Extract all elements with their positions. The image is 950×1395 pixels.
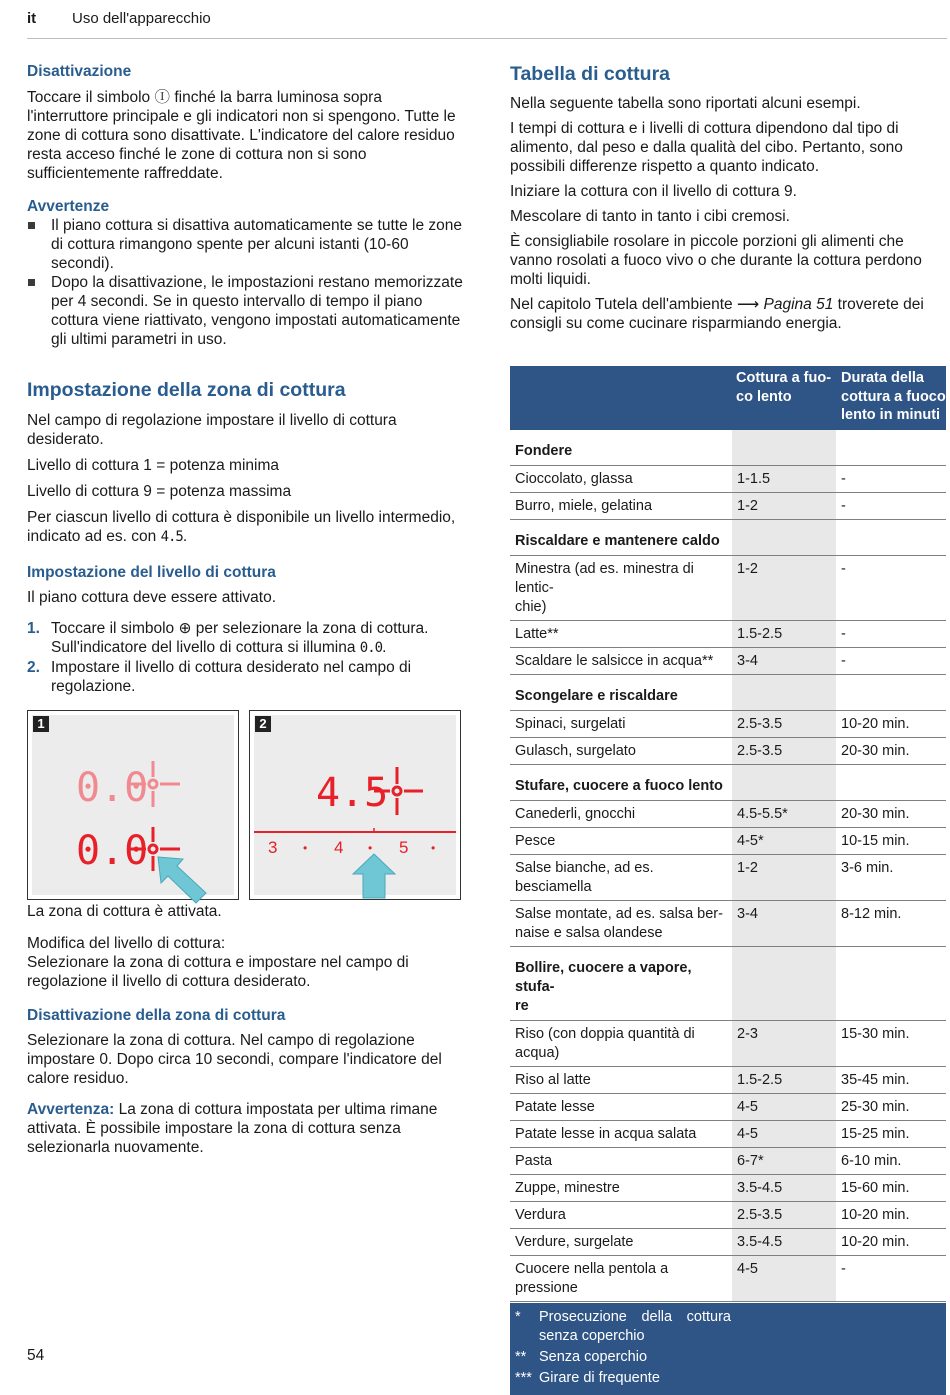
svg-text:4: 4 — [334, 838, 344, 857]
tabella-p3: Iniziare la cottura con il livello di cottura 9. — [510, 183, 797, 200]
cooking-time: - — [841, 471, 846, 487]
figure-2-illustration — [250, 711, 462, 901]
food-name: Spinaci, surgelati — [515, 716, 626, 732]
table-note: *** Girare di frequente — [515, 1370, 660, 1386]
cooking-time — [836, 765, 946, 800]
table-row — [510, 1175, 946, 1202]
table-row — [510, 556, 946, 621]
cooking-time: 25-30 min. — [841, 1099, 910, 1115]
impostazione-p2: Livello di cottura 1 = potenza minima — [27, 457, 280, 474]
cooking-level — [732, 765, 836, 800]
cooking-time — [836, 520, 946, 555]
slider-scale — [268, 838, 435, 857]
figure-1 — [27, 710, 239, 900]
cooking-time: - — [841, 653, 846, 669]
cooking-time: 10-15 min. — [841, 833, 910, 849]
table-category-row — [510, 765, 946, 801]
food-name: Salse montate, ad es. salsa ber- naise e salsa olandese — [515, 906, 723, 941]
svg-text:•: • — [431, 841, 436, 855]
cooking-level: 2.5-3.5 — [732, 738, 836, 764]
cooking-level: 4-5* — [732, 828, 836, 854]
cooking-level: 2-3 — [732, 1021, 836, 1066]
cooking-time: 15-60 min. — [841, 1180, 910, 1196]
cooking-level: 4-5 — [732, 1256, 836, 1301]
table-row — [510, 621, 946, 648]
section-heading-tabella: Tabella di cottura — [510, 63, 670, 85]
cooking-level — [732, 947, 836, 1020]
category-name: Fondere — [515, 443, 573, 459]
category-name: Bollire, cuocere a vapore, stufa- re — [515, 960, 692, 1014]
figure-badge: 1 — [33, 716, 49, 732]
table-row — [510, 1067, 946, 1094]
food-name: Patate lesse — [515, 1099, 595, 1115]
tabella-p5: È consigliabile rosolare in piccole porzioni gli alimenti che vanno rosolati a fuoco vivo o che durante la cottura perdono molti liquidi. — [510, 233, 922, 288]
modifica-text: Modifica del livello di cottura: Selezionare la zona di cottura e impostare nel campo di regolazione il livello di cottura desiderato. — [27, 935, 409, 990]
table-note: * Prosecuzione della cottura senza coperchio — [515, 1309, 731, 1344]
impostazione-p4: Per ciascun livello di cottura è disponibile un livello intermedio, indicato ad es. con 4.5. — [27, 509, 456, 545]
step-2: 2. Impostare il livello di cottura desiderato nel campo di regolazione. — [27, 659, 412, 695]
section-heading-impostazione-livello: Impostazione del livello di cottura — [27, 564, 276, 581]
list-item: Il piano cottura si disattiva automaticamente se tutte le zone di cottura rimangono spente per alcuni istanti (10-60 secondi). — [27, 216, 463, 273]
tabella-p4: Mescolare di tanto in tanto i cibi cremosi. — [510, 208, 790, 225]
section-heading-avvertenze: Avvertenze — [27, 198, 110, 215]
svg-text:3: 3 — [268, 838, 278, 857]
cooking-time: - — [841, 1261, 846, 1277]
cooking-level: 1.5-2.5 — [732, 1067, 836, 1093]
cooking-time: 6-10 min. — [841, 1153, 902, 1169]
cooking-level: 1-2 — [732, 556, 836, 620]
cooking-level: 3.5-4.5 — [732, 1175, 836, 1201]
food-name: Patate lesse in acqua salata — [515, 1126, 697, 1142]
display-bottom: 0.0 — [76, 828, 149, 874]
category-name: Stufare, cuocere a fuoco lento — [515, 778, 723, 794]
impostazione-livello-intro: Il piano cottura deve essere attivato. — [27, 589, 277, 606]
left-column — [27, 62, 463, 1157]
figure-badge: 2 — [255, 716, 271, 732]
cooking-time: - — [841, 498, 846, 514]
arrow-right-icon: ⟶ — [736, 296, 760, 313]
food-name: Riso (con doppia quantità di acqua) — [515, 1026, 695, 1061]
header-divider — [27, 38, 947, 39]
cooking-level: 3-4 — [732, 901, 836, 946]
food-name: Pesce — [515, 833, 556, 849]
table-row — [510, 1256, 946, 1302]
display-level: 4.5 — [316, 770, 389, 816]
cooking-table — [510, 366, 946, 1395]
display-top: 0.0 — [76, 765, 149, 811]
section-heading-disattivazione: Disattivazione — [27, 63, 132, 80]
cooking-level: 2.5-3.5 — [732, 1202, 836, 1228]
impostazione-p3: Livello di cottura 9 = potenza massima — [27, 483, 292, 500]
cooking-time: 15-25 min. — [841, 1126, 910, 1142]
cooking-time: - — [841, 626, 846, 642]
cooking-time: 20-30 min. — [841, 743, 910, 759]
food-name: Canederli, gnocchi — [515, 806, 636, 822]
cooking-level — [732, 675, 836, 710]
impostazione-p1: Nel campo di regolazione impostare il livello di cottura desiderato. — [27, 412, 397, 448]
table-row — [510, 1021, 946, 1067]
cooking-time: 8-12 min. — [841, 906, 902, 922]
food-name: Verdure, surgelate — [515, 1234, 634, 1250]
cooking-level: 1-2 — [732, 493, 836, 519]
segment-display-value: 0.0 — [359, 640, 383, 656]
disattivazione-zona-text: Selezionare la zona di cottura. Nel campo di regolazione impostare 0. Dopo circa 10 secondi, compare l'indicatore del calore residuo. — [27, 1032, 442, 1087]
list-item: Dopo la disattivazione, le impostazioni restano memorizzate per 4 secondi. Se in questo intervallo di tempo il piano cottura viene riattivato, vengono impostati automaticamente gli ultimi parametri in uso. — [27, 273, 463, 349]
table-row — [510, 493, 946, 520]
column-header-time: Durata della cottura a fuoco lento in minuti — [841, 370, 946, 423]
column-header-level: Cottura a fuo- co lento — [736, 370, 832, 405]
table-body — [510, 430, 946, 1302]
table-note: ** Senza coperchio — [515, 1349, 648, 1365]
section-heading-disattivazione-zona: Disattivazione della zona di cottura — [27, 1007, 286, 1024]
cooking-time — [836, 430, 946, 465]
table-row — [510, 711, 946, 738]
figures — [27, 710, 463, 900]
cooking-level — [732, 520, 836, 555]
tabella-p2: I tempi di cottura e i livelli di cottura dipendono dal tipo di alimento, dal peso e dalla qualità del cibo. Pertanto, sono possibili differenze rispetto a quanto indicato. — [510, 120, 903, 175]
cooking-level: 1.5-2.5 — [732, 621, 836, 647]
disattivazione-text: Toccare il simbolo Ⓘ finché la barra luminosa sopra l'interruttore principale e gli indicatori non si spengono. Tutte le zone di cottura sono disattivate. L'indicatore del calore residuo resta acceso finché le zone di cottura non si sono sufficientemente raffreddate. — [27, 89, 456, 182]
table-row — [510, 828, 946, 855]
page-reference-link[interactable]: Pagina 51 — [759, 296, 834, 313]
language-code: it — [27, 10, 37, 27]
table-row — [510, 855, 946, 901]
svg-text:5: 5 — [399, 838, 409, 857]
table-row — [510, 901, 946, 947]
food-name: Minestra (ad es. minestra di lentic- chie) — [515, 561, 694, 615]
cooking-level: 2.5-3.5 — [732, 711, 836, 737]
cooking-level: 3.5-4.5 — [732, 1229, 836, 1255]
table-header — [510, 366, 946, 430]
cooking-time: - — [841, 561, 846, 577]
table-category-row — [510, 430, 946, 466]
food-name: Verdura — [515, 1207, 566, 1223]
avvertenza-text: Avvertenza: La zona di cottura impostata per ultima rimane attivata. È possibile impostare la zona di cottura senza selezionarla nuovamente. — [27, 1101, 438, 1156]
cooking-time — [836, 675, 946, 710]
table-row — [510, 466, 946, 493]
table-row — [510, 1148, 946, 1175]
avvertenze-list — [27, 216, 463, 349]
cooking-level: 3-4 — [732, 648, 836, 674]
step-1: 1. Toccare il simbolo ⊕ per selezionare la zona di cottura. Sull'indicatore del livello di cottura si illumina 0.0. — [27, 620, 429, 656]
food-name: Pasta — [515, 1153, 553, 1169]
table-row — [510, 1202, 946, 1229]
touch-arrow-icon — [353, 854, 395, 898]
table-notes — [510, 1303, 946, 1395]
cooking-time: 10-20 min. — [841, 1234, 910, 1250]
food-name: Salse bianche, ad es. besciamella — [515, 860, 654, 895]
cooking-time: 3-6 min. — [841, 860, 894, 876]
right-column — [510, 62, 945, 333]
zone-select-icon: ⊕ — [178, 620, 192, 637]
figure-caption: La zona di cottura è attivata. — [27, 903, 222, 920]
power-symbol-icon: Ⓘ — [154, 89, 171, 106]
category-name: Scongelare e riscaldare — [515, 688, 678, 704]
table-category-row — [510, 520, 946, 556]
cooking-level: 1-2 — [732, 855, 836, 900]
food-name: Scaldare le salsicce in acqua** — [515, 653, 714, 669]
cooking-time: 10-20 min. — [841, 1207, 910, 1223]
header-title: Uso dell'apparecchio — [72, 10, 211, 27]
cooking-time: 20-30 min. — [841, 806, 910, 822]
table-row — [510, 1094, 946, 1121]
section-heading-impostazione: Impostazione della zona di cottura — [27, 379, 346, 401]
table-row — [510, 801, 946, 828]
cooking-time: 10-20 min. — [841, 716, 910, 732]
food-name: Latte** — [515, 626, 559, 642]
food-name: Zuppe, minestre — [515, 1180, 620, 1196]
figure-1-illustration — [28, 711, 240, 901]
tabella-p1: Nella seguente tabella sono riportati alcuni esempi. — [510, 95, 861, 112]
tabella-p6: Nel capitolo Tutela dell'ambiente ⟶ Pagina 51 troverete dei consigli su come cucinare risparmiando energia. — [510, 296, 924, 332]
cooking-level: 4-5 — [732, 1094, 836, 1120]
food-name: Cuocere nella pentola a pressione — [515, 1261, 669, 1296]
cooking-level: 6-7* — [732, 1148, 836, 1174]
steps-list — [27, 619, 463, 696]
cooking-time: 15-30 min. — [841, 1026, 910, 1042]
table-row — [510, 738, 946, 765]
table-row — [510, 648, 946, 675]
table-category-row — [510, 947, 946, 1021]
table-row — [510, 1229, 946, 1256]
food-name: Riso al latte — [515, 1072, 591, 1088]
avvertenza-label: Avvertenza: — [27, 1101, 115, 1118]
cooking-level: 4-5 — [732, 1121, 836, 1147]
svg-text:•: • — [303, 841, 308, 855]
segment-display-value: 4.5 — [160, 529, 183, 545]
food-name: Burro, miele, gelatina — [515, 498, 653, 514]
cooking-time: 35-45 min. — [841, 1072, 910, 1088]
food-name: Gulasch, surgelato — [515, 743, 636, 759]
table-row — [510, 1121, 946, 1148]
cooking-time — [836, 947, 946, 1020]
touch-arrow-icon — [158, 857, 206, 903]
category-name: Riscaldare e mantenere caldo — [515, 533, 720, 549]
svg-text:•: • — [368, 841, 373, 855]
figure-2 — [249, 710, 461, 900]
food-name: Cioccolato, glassa — [515, 471, 633, 487]
table-category-row — [510, 675, 946, 711]
cooking-level: 1-1.5 — [732, 466, 836, 492]
page-number: 54 — [27, 1347, 45, 1364]
cooking-level: 4.5-5.5* — [732, 801, 836, 827]
cooking-level — [732, 430, 836, 465]
